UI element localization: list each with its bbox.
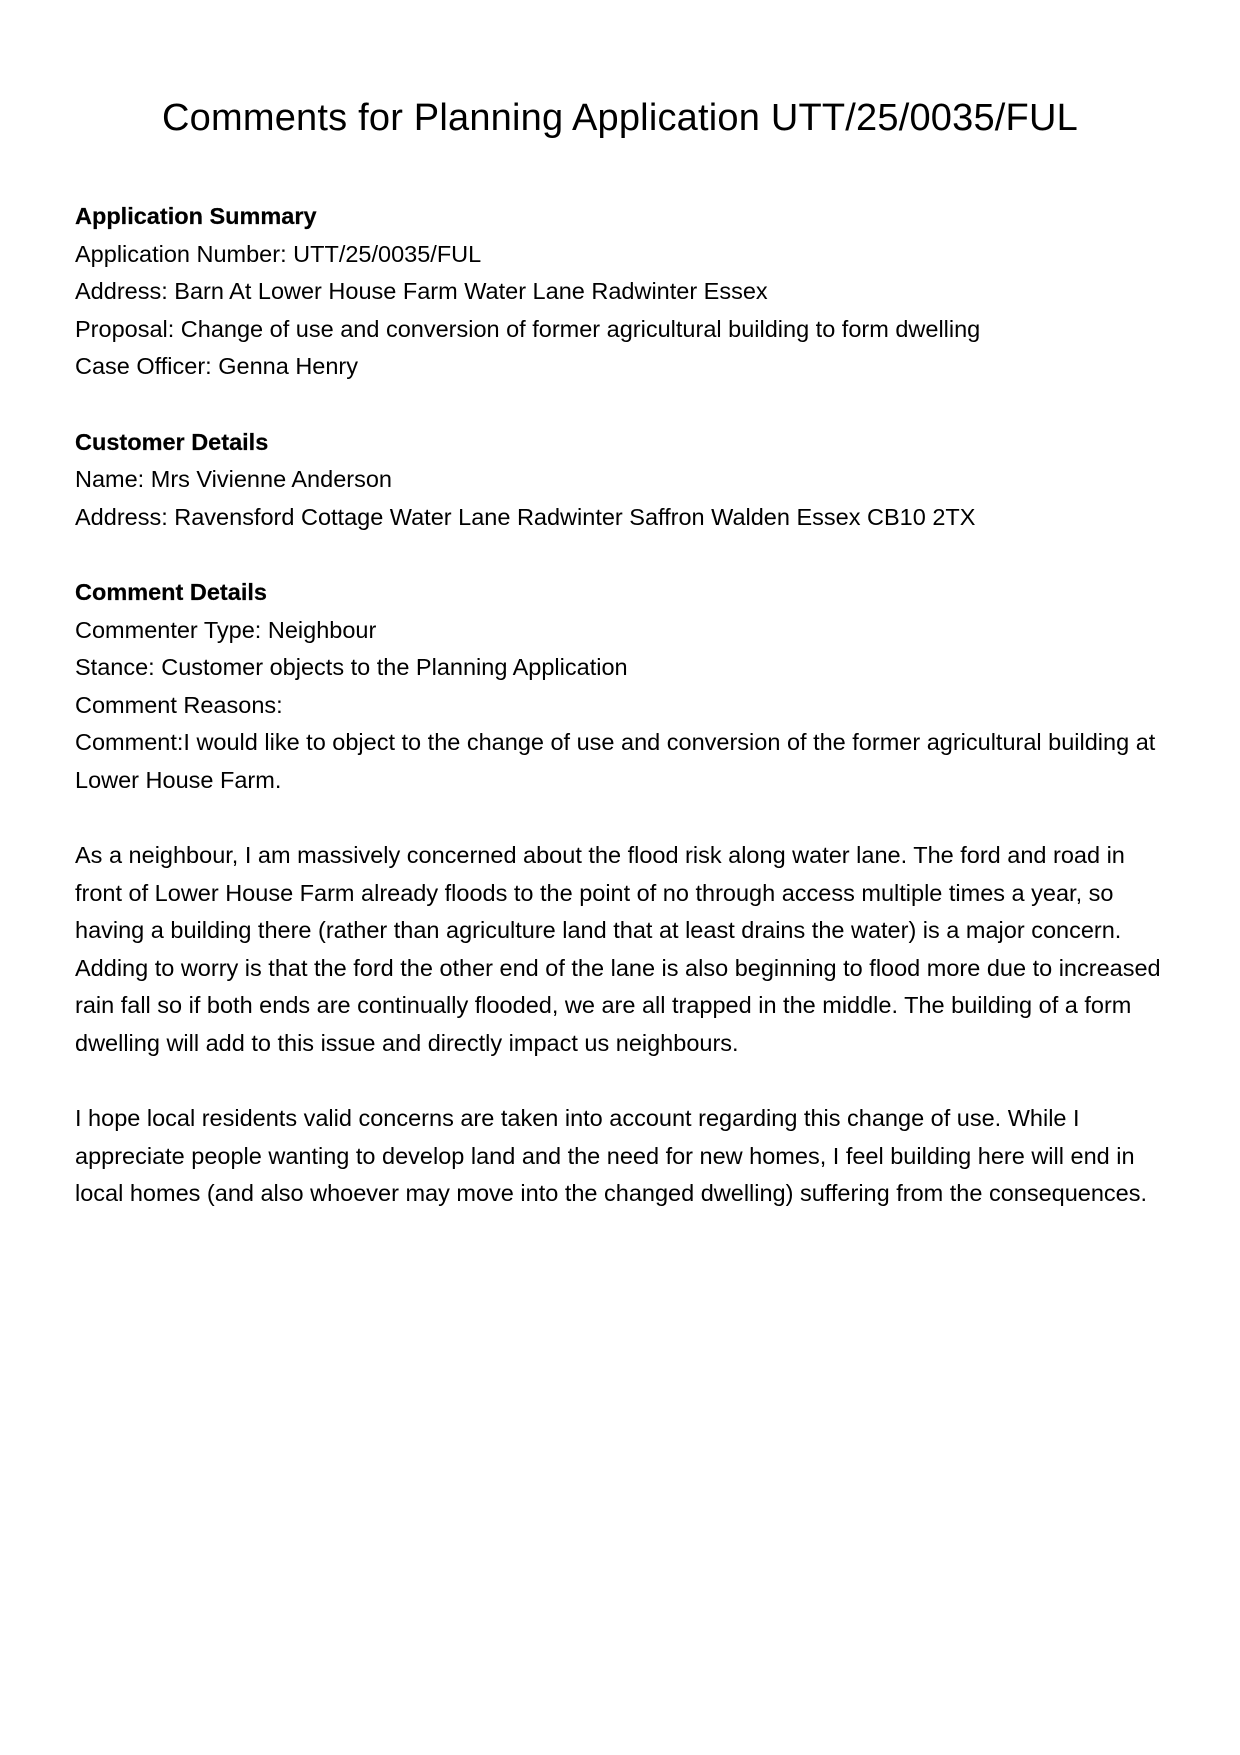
customer-name: Name: Mrs Vivienne Anderson bbox=[75, 466, 392, 493]
application-address: Address: Barn At Lower House Farm Water Lane Radwinter Essex bbox=[75, 278, 768, 305]
commenter-type: Commenter Type: Neighbour bbox=[75, 616, 377, 643]
comment-details-heading: Comment Details bbox=[75, 578, 267, 605]
case-officer: Case Officer: Genna Henry bbox=[75, 353, 358, 380]
application-number: Application Number: UTT/25/0035/FUL bbox=[75, 240, 482, 267]
document-body bbox=[75, 198, 1170, 1213]
page-title: Comments for Planning Application UTT/25/0035/FUL bbox=[162, 97, 1078, 139]
comment-details-section bbox=[75, 574, 1170, 1213]
application-summary-heading: Application Summary bbox=[75, 203, 317, 229]
comment-paragraph: As a neighbour, I am massively concerned about the flood risk along water lane. The ford and road in front of Lower House Farm already floods to the point of no through access multiple times a year, so having a building there (rather than agriculture land that at least drains the water) is a major concern. Adding to worry is that the ford the other end of the lane is also beginning to flood more due to increased rain fall so if both ends are continually flooded, we are all trapped in the middle. The building of a form dwelling will add to this issue and directly impact us neighbours. bbox=[75, 842, 1161, 1057]
application-summary-section bbox=[75, 198, 1170, 386]
application-proposal: Proposal: Change of use and conversion of former agricultural building to form dwelling bbox=[75, 315, 981, 342]
comment-paragraph: Comment:I would like to object to the change of use and conversion of the former agricultural building at Lower House Farm. bbox=[75, 729, 1156, 793]
comment-reasons: Comment Reasons: bbox=[75, 691, 283, 718]
customer-address: Address: Ravensford Cottage Water Lane Radwinter Saffron Walden Essex CB10 2TX bbox=[75, 503, 976, 530]
stance: Stance: Customer objects to the Planning Application bbox=[75, 654, 628, 681]
customer-details-heading: Customer Details bbox=[75, 428, 269, 455]
comment-paragraph: I hope local residents valid concerns are taken into account regarding this change of use. While I appreciate people wanting to develop land and the need for new homes, I feel building here will end in local homes (and also whoever may move into the changed dwelling) suffering from the consequences. bbox=[75, 1105, 1148, 1207]
customer-details-section bbox=[75, 424, 1170, 537]
